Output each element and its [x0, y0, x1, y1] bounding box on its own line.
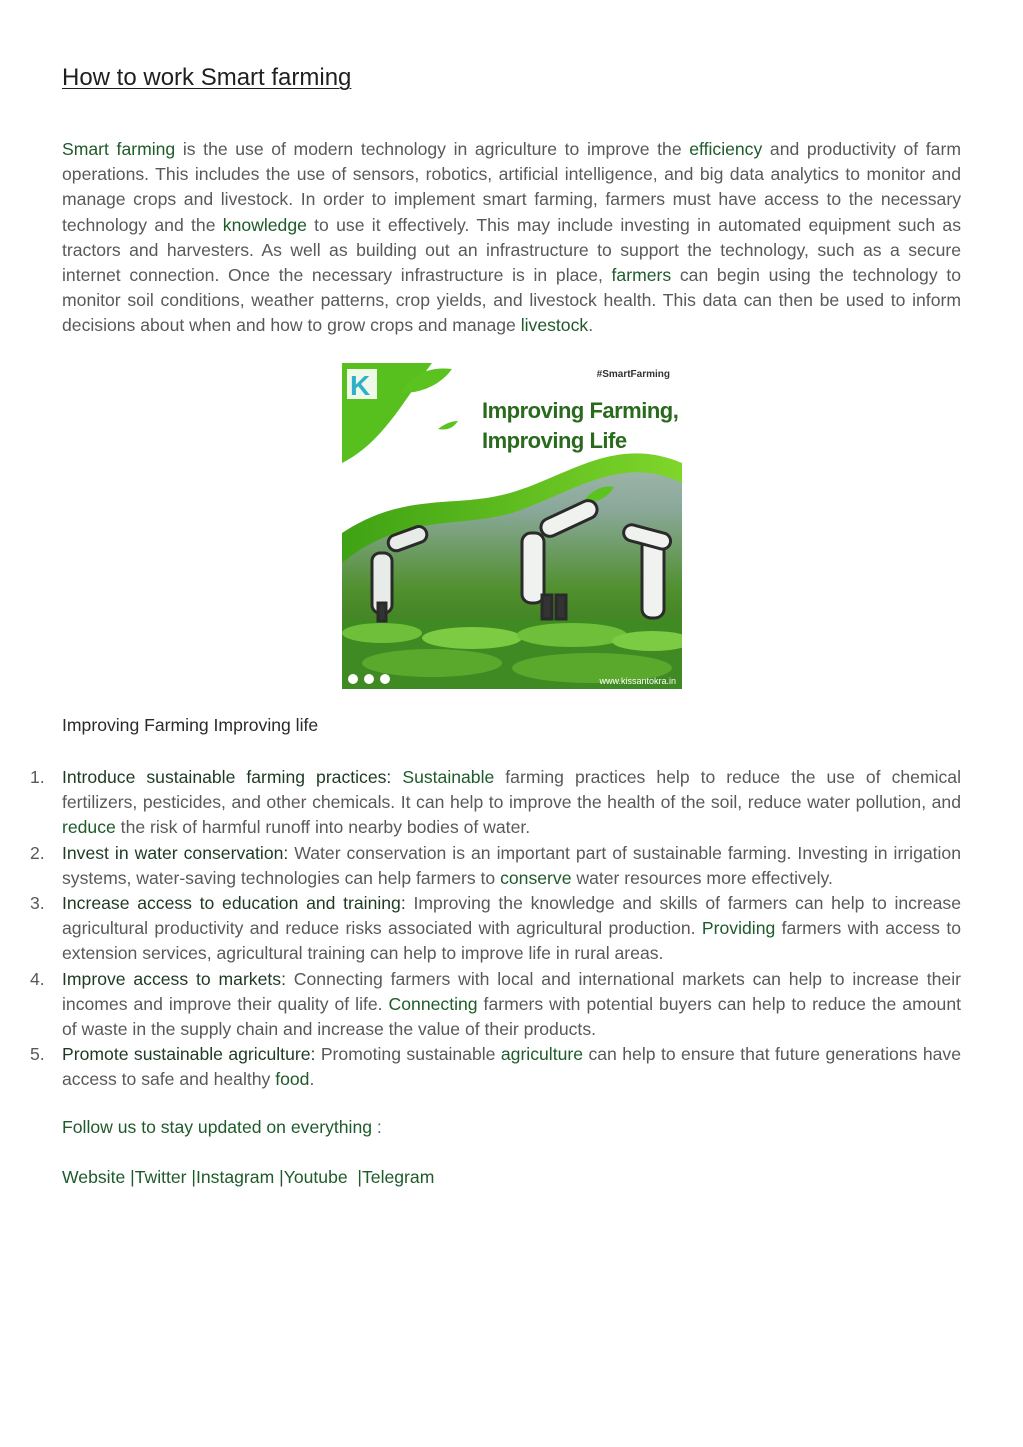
link-separator: | [274, 1167, 284, 1187]
list-item-text: farmers with access to extension services, agricultural training can help to improve life in rural areas. [62, 918, 961, 964]
svg-text:K: K [350, 370, 371, 401]
social-icons [348, 674, 390, 684]
intro-text-3: to use it effectively. This may include investing in automated equipment such as tractors and harvesters. As well as building out an infrastructure to support the technology, such as a secure internet connection. Once the necessary infrastructure is in place, [62, 214, 961, 286]
list-item-heading: Improve access to markets: [62, 968, 286, 989]
facebook-icon [364, 674, 374, 684]
list-number: 4. [30, 968, 45, 989]
intro-text-5: . [588, 315, 594, 336]
follow-us-line [62, 1117, 382, 1138]
page-title: How to work Smart farming [62, 64, 352, 91]
list-number: 5. [30, 1044, 45, 1065]
list-item-text: Improving the knowledge and skills of farmers can help to increase agricultural productivity and reduce risks associated with agricultural production. [62, 893, 961, 939]
list-item-text: Connecting farmers with local and international markets can help to increase their incomes and improve their quality of life. [62, 968, 961, 1014]
banner-url: www.kissantokra.in [599, 676, 676, 686]
benefits-list [30, 765, 962, 1093]
intro-text-2: and productivity of farm operations. This includes the use of sensors, robotics, artificial intelligence, and big data analytics to monitor and manage crops and livestock. In order to implement smart farming, farmers must have access to the necessary technology and the [62, 139, 961, 235]
intro-text-4: can begin using the technology to monitor soil conditions, weather patterns, crop yields, and livestock health. This data can then be used to inform decisions about when and how to grow crops and manage [62, 265, 961, 336]
list-item [30, 1042, 961, 1092]
keyword-link-knowledge[interactable]: knowledge [222, 214, 307, 235]
link-separator: | [125, 1167, 135, 1187]
list-item-heading: Introduce sustainable farming practices: [62, 767, 392, 787]
website-link[interactable]: Website [62, 1167, 126, 1187]
smart-farming-banner-image [342, 363, 682, 689]
keyword-link-farmers[interactable]: farmers [611, 265, 672, 286]
twitter-icon [380, 674, 390, 684]
keyword-link-efficiency[interactable]: efficiency [689, 139, 763, 159]
keyword-link-conserve[interactable]: conserve [500, 867, 572, 888]
list-item-heading: Promote sustainable agriculture: [62, 1044, 316, 1065]
keyword-link-agriculture[interactable]: agriculture [500, 1044, 584, 1065]
list-item [30, 765, 961, 841]
list-item-text: the risk of harmful runoff into nearby bodies of water. [115, 817, 531, 838]
follow-us-colon: : [372, 1117, 382, 1137]
twitter-link[interactable]: Twitter [134, 1167, 187, 1187]
section-subheading: Improving Farming Improving life [62, 715, 319, 735]
keyword-link-smart-farming[interactable]: Smart farming [62, 139, 176, 159]
list-number: 2. [30, 842, 45, 863]
link-separator: | [186, 1167, 196, 1187]
list-item-text: Water conservation is an important part of sustainable farming. Investing in irrigation systems, water-saving technologies can help farmers to [62, 842, 962, 888]
list-item-text: can help to ensure that future generations have access to safe and healthy [62, 1044, 961, 1090]
list-item-heading: Increase access to education and training: [62, 893, 406, 914]
telegram-link[interactable]: Telegram [362, 1167, 435, 1187]
link-separator: | [352, 1167, 362, 1187]
keyword-link-providing[interactable]: Providing [701, 918, 776, 939]
list-item-text: . [309, 1069, 315, 1090]
instagram-link[interactable]: Instagram [196, 1167, 275, 1187]
social-links [62, 1167, 434, 1188]
list-item [30, 891, 961, 967]
keyword-link-connecting[interactable]: Connecting [388, 993, 478, 1014]
list-item-heading: Invest in water conservation: [62, 842, 289, 863]
list-number: 1. [30, 767, 45, 787]
k-logo-icon [347, 369, 377, 401]
youtube-link[interactable]: Youtube [283, 1167, 348, 1187]
list-item-text: farmers with potential buyers can help to reduce the amount of waste in the supply chain and increase the value of their products. [62, 993, 961, 1040]
follow-us-text[interactable]: Follow us to stay updated on everything [62, 1117, 373, 1137]
keyword-link-sustainable[interactable]: Sustainable [402, 767, 495, 787]
keyword-link-livestock[interactable]: livestock [520, 315, 589, 336]
list-item-text: farming practices help to reduce the use of chemical fertilizers, pesticides, and other chemicals. It can help to improve the health of the soil, reduce water pollution, and [62, 767, 961, 813]
list-item [30, 967, 961, 1043]
keyword-link-reduce[interactable]: reduce [62, 817, 116, 838]
list-item [30, 841, 962, 891]
keyword-link-food[interactable]: food [275, 1069, 310, 1090]
instagram-icon [348, 674, 358, 684]
intro-text-1: is the use of modern technology in agriculture to improve the [175, 139, 690, 159]
list-item-text: Promoting sustainable [315, 1044, 501, 1065]
list-number: 3. [30, 893, 45, 914]
banner-title-line-1: Improving Farming, [482, 398, 679, 423]
intro-paragraph [62, 137, 961, 339]
banner-hashtag: #SmartFarming [596, 369, 670, 380]
list-item-text: water resources more effectively. [571, 867, 833, 888]
banner-title-line-2: Improving Life [482, 428, 627, 453]
